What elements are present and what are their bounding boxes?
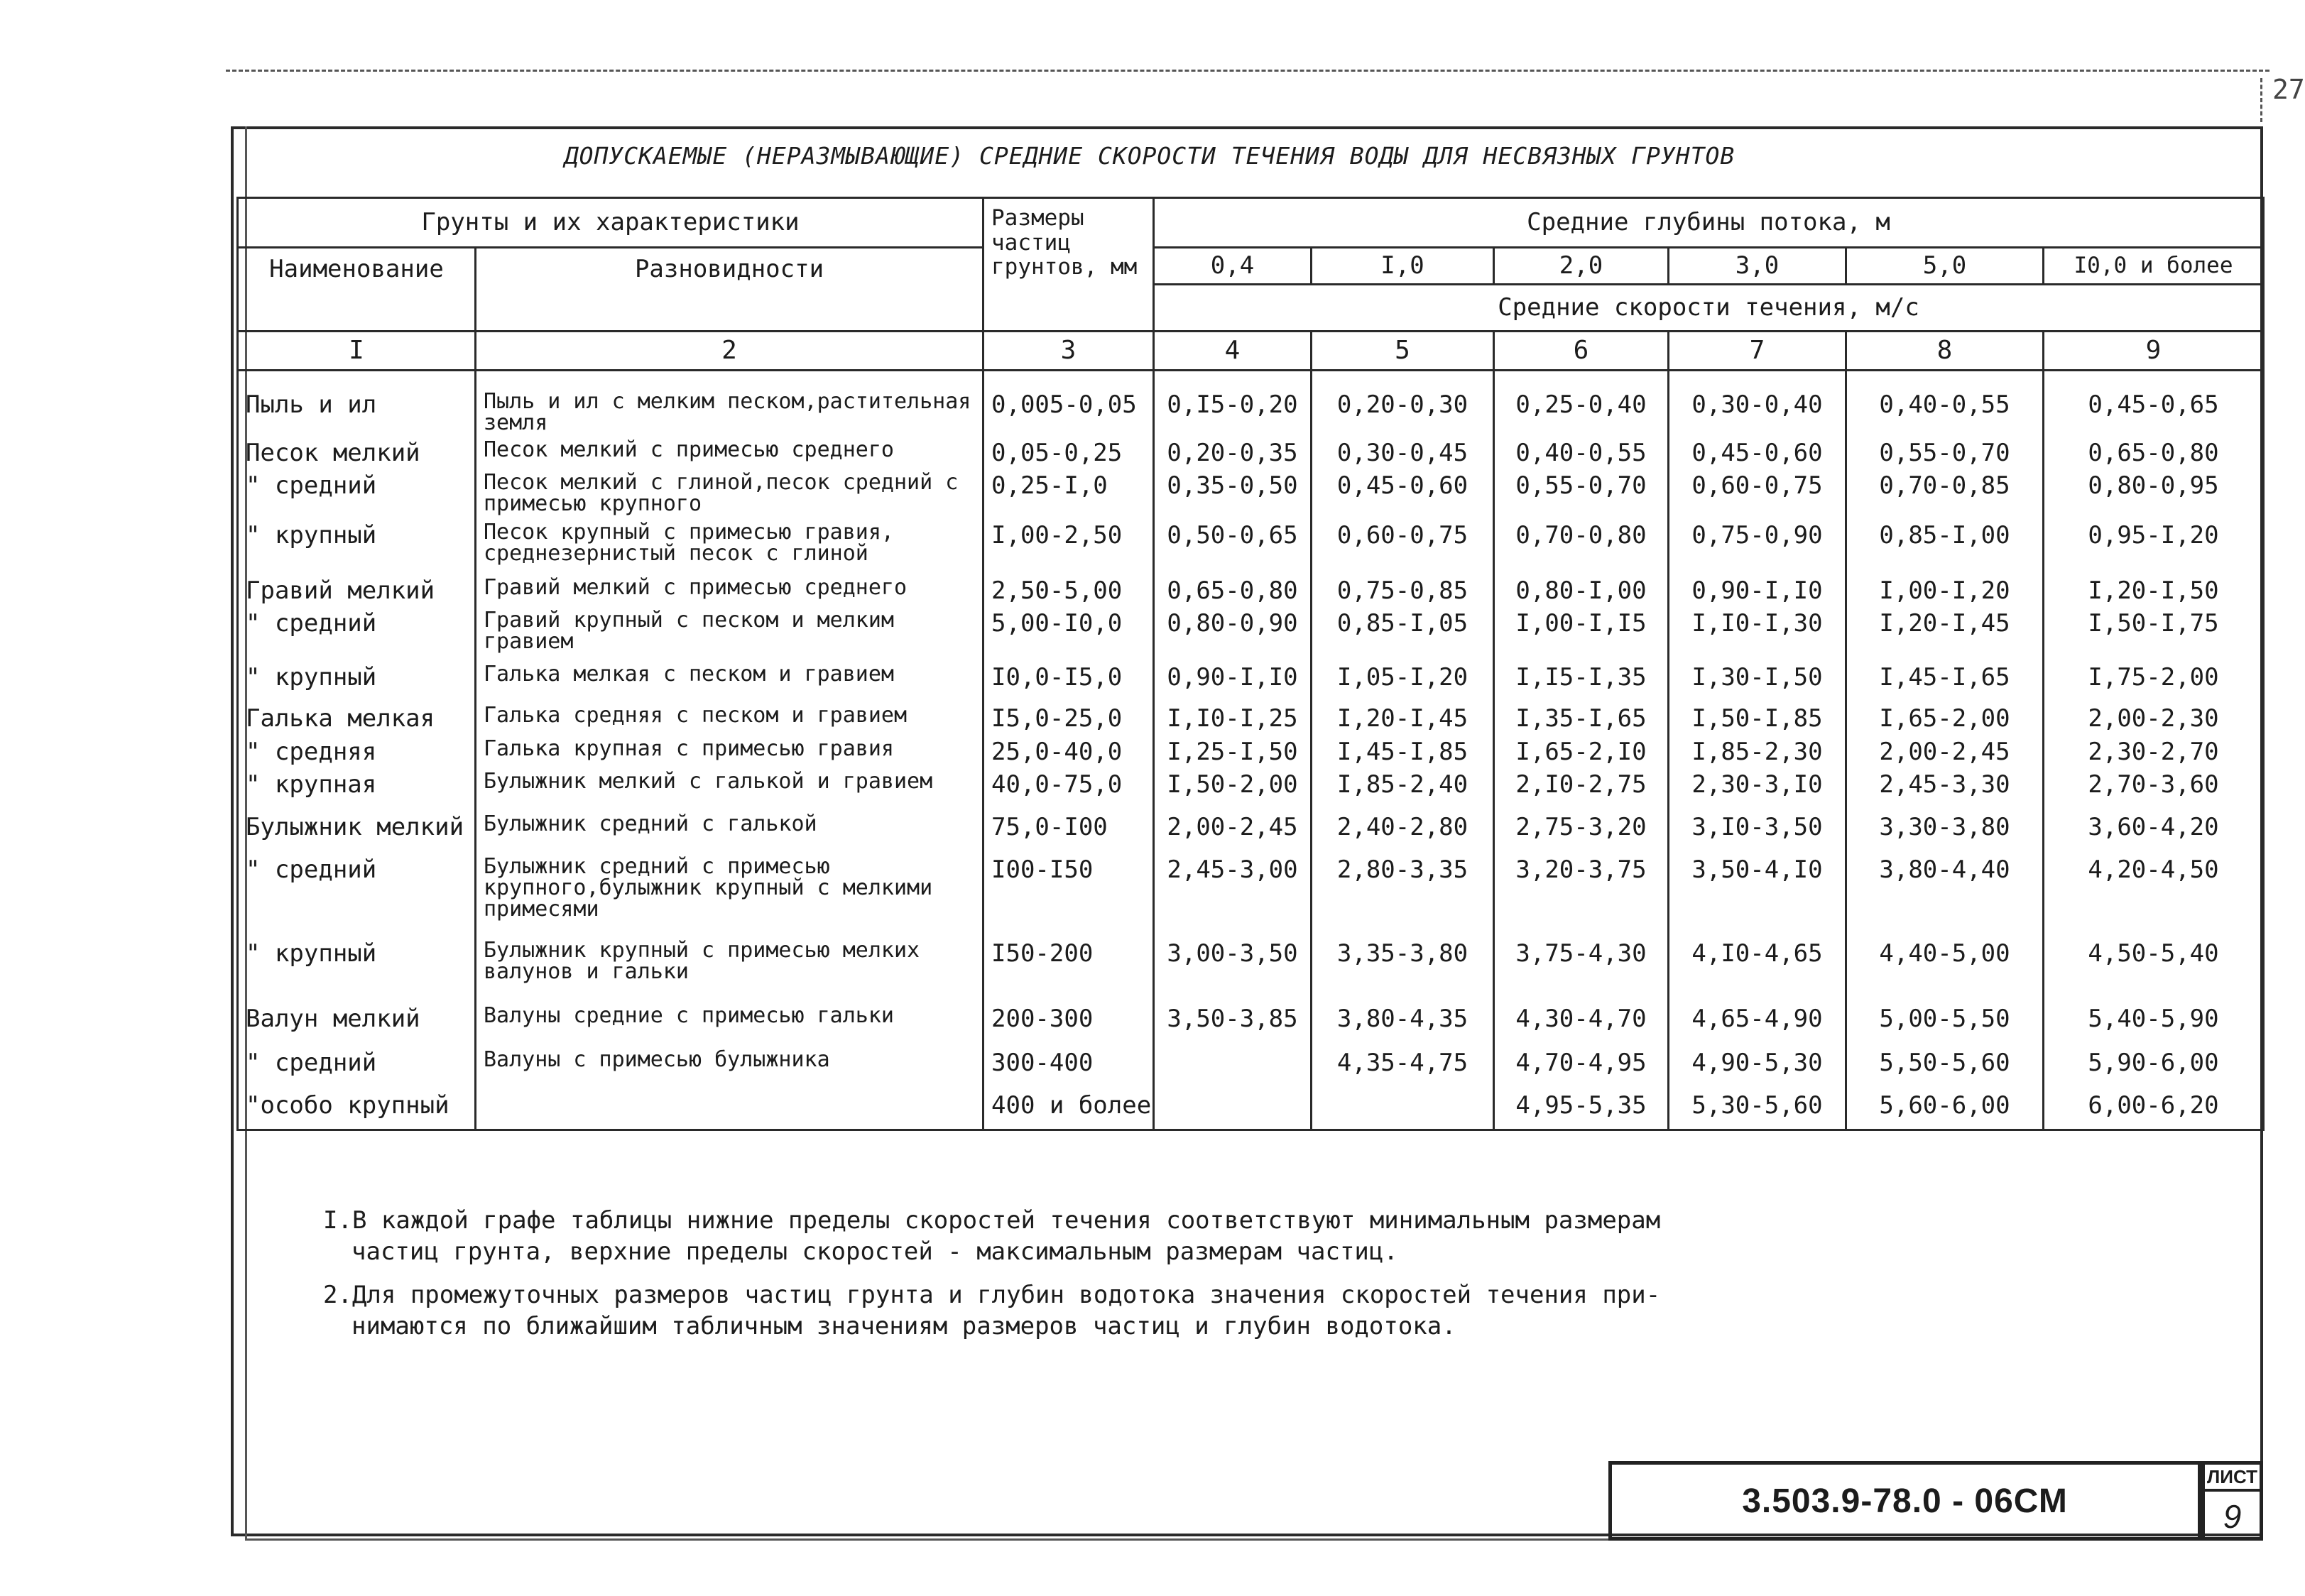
column-number: 6: [1494, 332, 1669, 371]
soil-name: " средний: [238, 469, 476, 519]
velocity-value: 2,I0-2,75: [1494, 768, 1669, 811]
velocity-value: 0,20-0,30: [1312, 371, 1494, 437]
column-number: 4: [1154, 332, 1312, 371]
soil-variety-text: Булыжник мелкий с галькой и гравием: [484, 768, 933, 794]
particle-size: I00-I50: [983, 853, 1154, 937]
soil-name: " крупная: [238, 768, 476, 811]
table-row: [238, 574, 2264, 607]
table-row: [238, 469, 2264, 519]
table-row: [238, 371, 2264, 437]
velocity-value: I,45-I,85: [1312, 736, 1494, 768]
velocity-value: 0,55-0,70: [1846, 437, 2044, 469]
table-row: [238, 937, 2264, 1002]
soil-name: Гравий мелкий: [238, 574, 476, 607]
table-row: [238, 607, 2264, 661]
table-row: [238, 1002, 2264, 1046]
velocity-value: 4,65-4,90: [1669, 1002, 1846, 1046]
soil-name: Валун мелкий: [238, 1002, 476, 1046]
depth-header: 2,0: [1494, 248, 1669, 285]
velocity-value: 0,60-0,75: [1669, 469, 1846, 519]
soil-variety: [476, 736, 983, 768]
velocity-value: 2,45-3,00: [1154, 853, 1312, 937]
velocity-value: I,I0-I,25: [1154, 702, 1312, 735]
table-row: [238, 661, 2264, 702]
soil-variety: [476, 519, 983, 574]
note-1-line-1: I.В каждой графе таблицы нижние пределы скоростей течения соответствуют минимальным размерам: [323, 1206, 1661, 1235]
soil-variety: [476, 574, 983, 607]
velocity-value: I,05-I,20: [1312, 661, 1494, 702]
particle-size: 2,50-5,00: [983, 574, 1154, 607]
velocity-value: 4,35-4,75: [1312, 1046, 1494, 1089]
velocity-value: 0,45-0,60: [1312, 469, 1494, 519]
velocity-value: 0,30-0,45: [1312, 437, 1494, 469]
velocity-value: I,00-I,20: [1846, 574, 2044, 607]
velocity-value: [1154, 1089, 1312, 1130]
table-row: [238, 437, 2264, 469]
depth-header: 5,0: [1846, 248, 2044, 285]
velocity-value: 0,I5-0,20: [1154, 371, 1312, 437]
particle-size: 300-400: [983, 1046, 1154, 1089]
velocity-value: 0,60-0,75: [1312, 519, 1494, 574]
velocity-value: 3,50-4,I0: [1669, 853, 1846, 937]
velocity-value: 4,30-4,70: [1494, 1002, 1669, 1046]
velocity-value: I,I0-I,30: [1669, 607, 1846, 661]
soil-variety: [476, 853, 983, 937]
soil-variety-text: Песок крупный с примесью гравия, среднезернистый песок с глиной: [484, 520, 894, 567]
particle-size: 40,0-75,0: [983, 768, 1154, 811]
sheet-label: ЛИСТ: [2205, 1465, 2260, 1492]
velocity-value: 4,20-4,50: [2044, 853, 2264, 937]
velocity-value: 0,40-0,55: [1846, 371, 2044, 437]
soil-variety-text: Булыжник средний с примесью крупного,булыжник крупный с мелкими примесями: [484, 853, 933, 922]
velocity-value: I,65-2,I0: [1494, 736, 1669, 768]
particle-size: 75,0-I00: [983, 811, 1154, 853]
particle-size: 0,05-0,25: [983, 437, 1154, 469]
velocity-value: 0,20-0,35: [1154, 437, 1312, 469]
note-1: [323, 1206, 2240, 1267]
velocity-value: I,20-I,50: [2044, 574, 2264, 607]
table-title-text: ДОПУСКАЕМЫЕ (НЕРАЗМЫВАЮЩИЕ) СРЕДНИЕ СКОРОСТИ ТЕЧЕНИЯ ВОДЫ ДЛЯ НЕСВЯЗНЫХ ГРУНТОВ: [564, 142, 1735, 170]
velocity-value: I,50-I,75: [2044, 607, 2264, 661]
note-2-line-2: нимаются по ближайшим табличным значениям размеров частиц и глубин водотока.: [352, 1311, 1456, 1340]
velocity-value: I,75-2,00: [2044, 661, 2264, 702]
velocity-value: 5,00-5,50: [1846, 1002, 2044, 1046]
velocity-value: 4,I0-4,65: [1669, 937, 1846, 1002]
table-row: [238, 736, 2264, 768]
velocity-value: I,85-2,30: [1669, 736, 1846, 768]
soil-variety: [476, 702, 983, 735]
soil-variety: [476, 937, 983, 1002]
velocity-value: 0,75-0,85: [1312, 574, 1494, 607]
note-2-line-1: 2.Для промежуточных размеров частиц грунта и глубин водотока значения скоростей течения при-: [323, 1281, 1661, 1310]
document-code-stamp: [1608, 1461, 2201, 1541]
column-number: 3: [983, 332, 1154, 371]
velocity-value: 6,00-6,20: [2044, 1089, 2264, 1130]
soil-variety: [476, 469, 983, 519]
column-number: 2: [476, 332, 983, 371]
velocity-value: 0,95-I,20: [2044, 519, 2264, 574]
table-row: [238, 768, 2264, 811]
particle-size: I,00-2,50: [983, 519, 1154, 574]
soil-name: Булыжник мелкий: [238, 811, 476, 853]
document-code: 3.503.9-78.0 - 06СМ: [1742, 1482, 2068, 1520]
soil-variety-text: Галька мелкая с песком и гравием: [484, 662, 894, 687]
soil-name: " средняя: [238, 736, 476, 768]
velocity-value: 2,75-3,20: [1494, 811, 1669, 853]
soil-variety: [476, 768, 983, 811]
soil-name: "особо крупный: [238, 1089, 476, 1130]
column-number: 7: [1669, 332, 1846, 371]
velocity-value: [1154, 1046, 1312, 1089]
velocity-value: 0,45-0,60: [1669, 437, 1846, 469]
velocity-value: I,35-I,65: [1494, 702, 1669, 735]
particle-size: 0,005-0,05: [983, 371, 1154, 437]
velocity-value: 2,80-3,35: [1312, 853, 1494, 937]
soil-name: " крупный: [238, 661, 476, 702]
particle-size: 25,0-40,0: [983, 736, 1154, 768]
velocity-value: I,50-2,00: [1154, 768, 1312, 811]
velocity-value: 3,00-3,50: [1154, 937, 1312, 1002]
soil-variety: [476, 661, 983, 702]
soil-variety: [476, 607, 983, 661]
velocity-value: 0,30-0,40: [1669, 371, 1846, 437]
velocity-value: 0,25-0,40: [1494, 371, 1669, 437]
table-row: [238, 519, 2264, 574]
velocity-value: I,20-I,45: [1846, 607, 2044, 661]
velocity-value: 3,80-4,35: [1312, 1002, 1494, 1046]
particle-size: 5,00-I0,0: [983, 607, 1154, 661]
depth-header: I,0: [1312, 248, 1494, 285]
soil-variety: [476, 811, 983, 853]
top-cut-line: [226, 70, 2269, 72]
soil-name: " средний: [238, 1046, 476, 1089]
velocity-value: 4,90-5,30: [1669, 1046, 1846, 1089]
velocity-value: [1312, 1089, 1494, 1130]
velocity-value: 5,40-5,90: [2044, 1002, 2264, 1046]
velocity-value: 4,95-5,35: [1494, 1089, 1669, 1130]
column-number: 5: [1312, 332, 1494, 371]
depth-group-header: Средние глубины потока, м: [1154, 198, 2264, 248]
column-number: 9: [2044, 332, 2264, 371]
soil-variety-text: Галька крупная с примесью гравия: [484, 736, 894, 761]
depth-header: I0,0 и более: [2044, 248, 2264, 285]
velocity-value: I,50-I,85: [1669, 702, 1846, 735]
sheet-box: [2201, 1461, 2263, 1541]
velocity-value: 2,00-2,45: [1154, 811, 1312, 853]
table-row: [238, 853, 2264, 937]
table-body: [238, 371, 2264, 1130]
velocity-value: 0,70-0,85: [1846, 469, 2044, 519]
name-header: Наименование: [238, 248, 476, 332]
soil-variety-text: Пыль и ил с мелким песком,растительная земля: [484, 389, 971, 436]
sheet-number: 9: [2223, 1498, 2242, 1535]
velocity-value: 0,80-0,90: [1154, 607, 1312, 661]
column-number: 8: [1846, 332, 2044, 371]
particle-size: I5,0-25,0: [983, 702, 1154, 735]
velocity-header: Средние скорости течения, м/с: [1154, 285, 2264, 332]
velocity-value: 3,80-4,40: [1846, 853, 2044, 937]
soil-variety-text: Валуны с примесью булыжника: [484, 1046, 830, 1072]
soils-group-header: Грунты и их характеристики: [238, 198, 983, 248]
particle-size: I50-200: [983, 937, 1154, 1002]
velocity-value: 0,85-I,05: [1312, 607, 1494, 661]
velocity-value: 0,65-0,80: [1154, 574, 1312, 607]
particle-size: 0,25-I,0: [983, 469, 1154, 519]
note-1-line-2: частиц грунта, верхние пределы скоростей - максимальным размерам частиц.: [352, 1237, 1398, 1266]
note-2: [323, 1280, 2240, 1342]
velocity-value: 0,90-I,I0: [1669, 574, 1846, 607]
table-row: [238, 1046, 2264, 1089]
velocity-value: 0,45-0,65: [2044, 371, 2264, 437]
soil-variety-text: Булыжник средний с галькой: [484, 811, 817, 836]
velocity-value: 4,50-5,40: [2044, 937, 2264, 1002]
velocity-value: 2,00-2,30: [2044, 702, 2264, 735]
velocity-value: 5,60-6,00: [1846, 1089, 2044, 1130]
corner-tick: [2260, 78, 2262, 122]
velocity-value: I,I5-I,35: [1494, 661, 1669, 702]
soil-variety-text: Валуны средние с примесью гальки: [484, 1002, 894, 1028]
velocity-value: 0,50-0,65: [1154, 519, 1312, 574]
soil-name: " средний: [238, 853, 476, 937]
velocity-value: 3,75-4,30: [1494, 937, 1669, 1002]
velocity-value: 2,30-2,70: [2044, 736, 2264, 768]
notes: [323, 1206, 2240, 1355]
velocity-value: 2,00-2,45: [1846, 736, 2044, 768]
soil-variety-text: Гравий мелкий с примесью среднего: [484, 575, 908, 601]
velocity-value: 0,75-0,90: [1669, 519, 1846, 574]
soil-variety: [476, 1089, 983, 1130]
velocity-value: 5,30-5,60: [1669, 1089, 1846, 1130]
velocity-value: 3,35-3,80: [1312, 937, 1494, 1002]
soil-variety-text: Гравий крупный с песком и мелким гравием: [484, 608, 894, 655]
soil-variety: [476, 1002, 983, 1046]
velocity-value: I,25-I,50: [1154, 736, 1312, 768]
soil-variety-text: Булыжник крупный с примесью мелких валунов и гальки: [484, 937, 920, 984]
velocity-value: 0,65-0,80: [2044, 437, 2264, 469]
particle-size-header: Размеры частиц грунтов, мм: [983, 198, 1154, 332]
velocity-value: 3,60-4,20: [2044, 811, 2264, 853]
depth-header: 3,0: [1669, 248, 1846, 285]
velocity-value: 0,40-0,55: [1494, 437, 1669, 469]
velocity-value: 2,45-3,30: [1846, 768, 2044, 811]
table-row: [238, 702, 2264, 735]
velocity-value: 3,50-3,85: [1154, 1002, 1312, 1046]
velocity-value: I,85-2,40: [1312, 768, 1494, 811]
velocity-table: [236, 197, 2265, 1131]
velocity-value: 0,70-0,80: [1494, 519, 1669, 574]
varieties-header: Разновидности: [476, 248, 983, 332]
velocity-value: 0,35-0,50: [1154, 469, 1312, 519]
table-title: [0, 142, 2299, 170]
soil-name: " средний: [238, 607, 476, 661]
soil-name: Галька мелкая: [238, 702, 476, 735]
velocity-value: I,45-I,65: [1846, 661, 2044, 702]
soil-name: Пыль и ил: [238, 371, 476, 437]
velocity-value: 5,50-5,60: [1846, 1046, 2044, 1089]
velocity-value: 3,20-3,75: [1494, 853, 1669, 937]
soil-name: " крупный: [238, 937, 476, 1002]
soil-variety: [476, 1046, 983, 1089]
velocity-value: I,00-I,I5: [1494, 607, 1669, 661]
table-row: [238, 811, 2264, 853]
velocity-value: 4,70-4,95: [1494, 1046, 1669, 1089]
velocity-value: 4,40-5,00: [1846, 937, 2044, 1002]
velocity-value: 0,80-0,95: [2044, 469, 2264, 519]
velocity-value: 0,80-I,00: [1494, 574, 1669, 607]
velocity-value: 3,I0-3,50: [1669, 811, 1846, 853]
velocity-value: 0,85-I,00: [1846, 519, 2044, 574]
soil-name: Песок мелкий: [238, 437, 476, 469]
particle-size: 400 и более: [983, 1089, 1154, 1130]
page-number: 27: [2272, 74, 2305, 105]
velocity-value: I,65-2,00: [1846, 702, 2044, 735]
soil-variety-text: Песок мелкий с примесью среднего: [484, 437, 894, 463]
velocity-value: 0,55-0,70: [1494, 469, 1669, 519]
depth-header: 0,4: [1154, 248, 1312, 285]
velocity-value: 2,40-2,80: [1312, 811, 1494, 853]
column-number: I: [238, 332, 476, 371]
soil-name: " крупный: [238, 519, 476, 574]
particle-size: 200-300: [983, 1002, 1154, 1046]
soil-variety-text: Песок мелкий с глиной,песок средний с примесью крупного: [484, 470, 959, 517]
soil-variety: [476, 437, 983, 469]
velocity-value: 2,70-3,60: [2044, 768, 2264, 811]
soil-variety-text: Галька средняя с песком и гравием: [484, 703, 908, 728]
velocity-value: 5,90-6,00: [2044, 1046, 2264, 1089]
table-row: [238, 1089, 2264, 1130]
velocity-value: I,20-I,45: [1312, 702, 1494, 735]
velocity-value: 2,30-3,I0: [1669, 768, 1846, 811]
velocity-value: 0,90-I,I0: [1154, 661, 1312, 702]
soil-variety: [476, 371, 983, 437]
particle-size: I0,0-I5,0: [983, 661, 1154, 702]
velocity-value: I,30-I,50: [1669, 661, 1846, 702]
velocity-value: 3,30-3,80: [1846, 811, 2044, 853]
